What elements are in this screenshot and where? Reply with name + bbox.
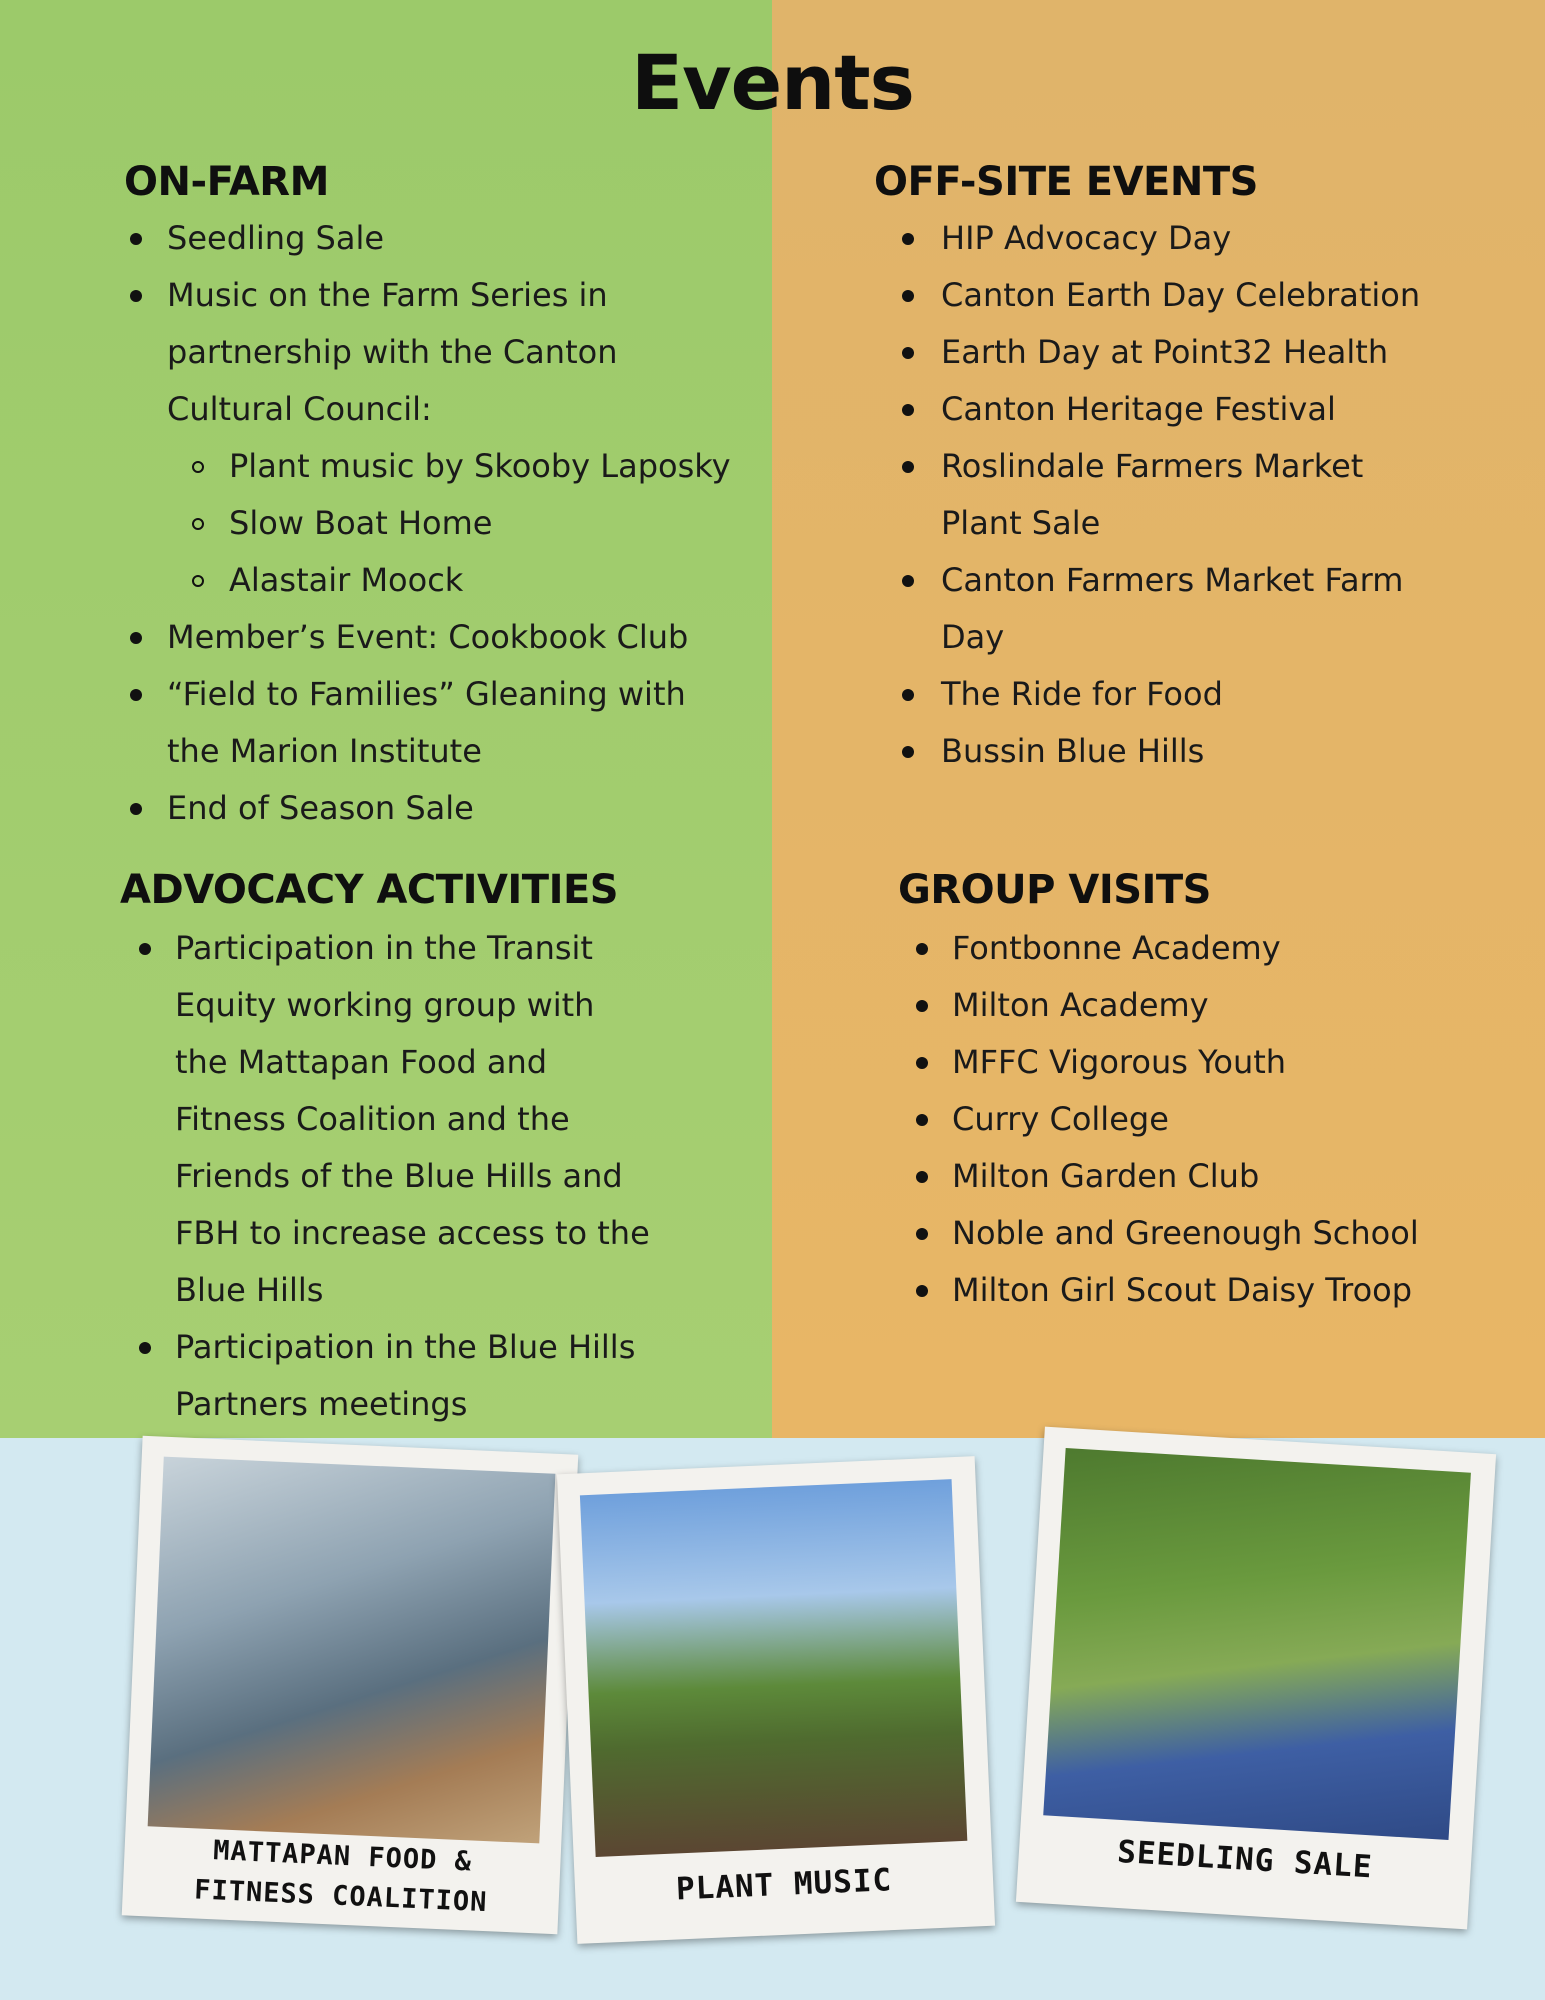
list-item-text: Canton Earth Day Celebration xyxy=(941,276,1421,314)
off-site-list xyxy=(874,210,1534,780)
bullet-icon xyxy=(902,689,914,701)
list-item xyxy=(874,267,1534,324)
bullet-icon xyxy=(916,1057,928,1069)
list-item-text: Plant Sale xyxy=(941,504,1101,542)
bullet-icon xyxy=(902,746,914,758)
list-item-text: Friends of the Blue Hills and xyxy=(175,1157,623,1195)
list-item-text: Alastair Moock xyxy=(229,561,464,599)
list-item xyxy=(874,495,1534,552)
list-item xyxy=(874,723,1534,780)
caption-line: FITNESS COALITION xyxy=(193,1874,488,1919)
list-item xyxy=(124,495,754,552)
list-item xyxy=(898,1205,1538,1262)
list-item xyxy=(874,609,1534,666)
bullet-icon xyxy=(130,290,142,302)
bullet-icon xyxy=(130,632,142,644)
on-farm-section xyxy=(124,154,754,837)
list-item-text: the Mattapan Food and xyxy=(175,1043,548,1081)
list-item xyxy=(874,552,1534,609)
list-item-text: Canton Heritage Festival xyxy=(941,390,1336,428)
bullet-icon xyxy=(916,1171,928,1183)
list-item-text: Milton Academy xyxy=(952,986,1209,1024)
list-item-text: the Marion Institute xyxy=(167,732,482,770)
list-item-text: Roslindale Farmers Market xyxy=(941,447,1364,485)
on-farm-list xyxy=(124,210,754,837)
group-visits-list xyxy=(898,920,1538,1319)
list-item xyxy=(898,920,1538,977)
hollow-bullet-icon xyxy=(192,461,204,473)
caption-line: MATTAPAN FOOD & xyxy=(212,1835,473,1878)
list-item xyxy=(124,381,754,438)
list-item xyxy=(120,1376,740,1433)
list-item-text: Fitness Coalition and the xyxy=(175,1100,570,1138)
list-item-text: Bussin Blue Hills xyxy=(941,732,1205,770)
list-item xyxy=(898,1034,1538,1091)
bullet-icon xyxy=(902,404,914,416)
list-item xyxy=(898,1262,1538,1319)
bullet-icon xyxy=(916,1114,928,1126)
list-item-text: Canton Farmers Market Farm xyxy=(941,561,1404,599)
mattapan-photo-card xyxy=(122,1436,579,1935)
list-item-text: Cultural Council: xyxy=(167,390,432,428)
list-item-text: Day xyxy=(941,618,1005,656)
hollow-bullet-icon xyxy=(192,518,204,530)
hollow-bullet-icon xyxy=(192,575,204,587)
list-item xyxy=(120,920,740,977)
mattapan-photo xyxy=(148,1457,556,1844)
bullet-icon xyxy=(916,1228,928,1240)
list-item-text: Participation in the Transit xyxy=(175,929,593,967)
list-item-text: Curry College xyxy=(952,1100,1169,1138)
list-item xyxy=(898,1091,1538,1148)
off-site-section xyxy=(874,154,1534,780)
advocacy-section xyxy=(120,862,740,1433)
list-item-text: Plant music by Skooby Laposky xyxy=(229,447,731,485)
bullet-icon xyxy=(902,347,914,359)
seedling-sale-photo xyxy=(1043,1448,1471,1840)
bullet-icon xyxy=(916,1000,928,1012)
list-item-text: End of Season Sale xyxy=(167,789,474,827)
bullet-icon xyxy=(916,1285,928,1297)
list-item-text: Music on the Farm Series in xyxy=(167,276,608,314)
group-visits-section xyxy=(898,862,1538,1319)
list-item xyxy=(898,977,1538,1034)
list-item-text: “Field to Families” Gleaning with xyxy=(167,675,686,713)
list-item xyxy=(874,381,1534,438)
page-title: Events xyxy=(631,38,914,127)
section-heading: ON-FARM xyxy=(124,159,329,205)
list-item xyxy=(124,324,754,381)
list-item xyxy=(120,1262,740,1319)
list-item-text: Partners meetings xyxy=(175,1385,468,1423)
list-item-text: partnership with the Canton xyxy=(167,333,618,371)
list-item xyxy=(124,267,754,324)
section-heading: GROUP VISITS xyxy=(898,867,1211,913)
list-item-text: Participation in the Blue Hills xyxy=(175,1328,636,1366)
section-heading: ADVOCACY ACTIVITIES xyxy=(120,867,619,913)
list-item xyxy=(120,1148,740,1205)
list-item xyxy=(874,324,1534,381)
list-item xyxy=(898,1148,1538,1205)
list-item xyxy=(874,438,1534,495)
list-item-text: MFFC Vigorous Youth xyxy=(952,1043,1287,1081)
list-item-text: Equity working group with xyxy=(175,986,595,1024)
list-item xyxy=(120,1091,740,1148)
bullet-icon xyxy=(916,943,928,955)
advocacy-list xyxy=(120,920,740,1433)
list-item-text: Milton Girl Scout Daisy Troop xyxy=(952,1271,1413,1309)
list-item xyxy=(124,723,754,780)
list-item-text: Member’s Event: Cookbook Club xyxy=(167,618,689,656)
list-item-text: Noble and Greenough School xyxy=(952,1214,1419,1252)
bullet-icon xyxy=(902,233,914,245)
list-item-text: Earth Day at Point32 Health xyxy=(941,333,1389,371)
list-item xyxy=(124,210,754,267)
bullet-icon xyxy=(130,803,142,815)
plant-music-photo-card xyxy=(557,1456,995,1944)
list-item-text: HIP Advocacy Day xyxy=(941,219,1232,257)
list-item-text: Milton Garden Club xyxy=(952,1157,1260,1195)
list-item-text: FBH to increase access to the xyxy=(175,1214,650,1252)
bullet-icon xyxy=(139,943,151,955)
list-item xyxy=(124,780,754,837)
list-item xyxy=(120,977,740,1034)
plant-music-caption: PLANT MUSIC xyxy=(675,1862,893,1908)
list-item xyxy=(120,1319,740,1376)
list-item-text: The Ride for Food xyxy=(941,675,1223,713)
seedling-sale-caption: SEEDLING SALE xyxy=(1116,1833,1374,1886)
bullet-icon xyxy=(130,233,142,245)
list-item xyxy=(124,666,754,723)
list-item xyxy=(124,438,754,495)
list-item-text: Blue Hills xyxy=(175,1271,324,1309)
bullet-icon xyxy=(902,290,914,302)
list-item xyxy=(120,1034,740,1091)
list-item-text: Slow Boat Home xyxy=(229,504,493,542)
bullet-icon xyxy=(130,689,142,701)
list-item-text: Seedling Sale xyxy=(167,219,385,257)
list-item-text: Fontbonne Academy xyxy=(952,929,1281,967)
list-item xyxy=(124,552,754,609)
bullet-icon xyxy=(902,461,914,473)
plant-music-photo xyxy=(580,1479,967,1857)
bullet-icon xyxy=(902,575,914,587)
section-heading: OFF-SITE EVENTS xyxy=(874,159,1258,205)
bullet-icon xyxy=(139,1342,151,1354)
list-item xyxy=(874,210,1534,267)
list-item xyxy=(120,1205,740,1262)
seedling-sale-photo-card xyxy=(1016,1427,1496,1930)
list-item xyxy=(124,609,754,666)
mattapan-caption xyxy=(122,1827,561,1926)
list-item xyxy=(874,666,1534,723)
